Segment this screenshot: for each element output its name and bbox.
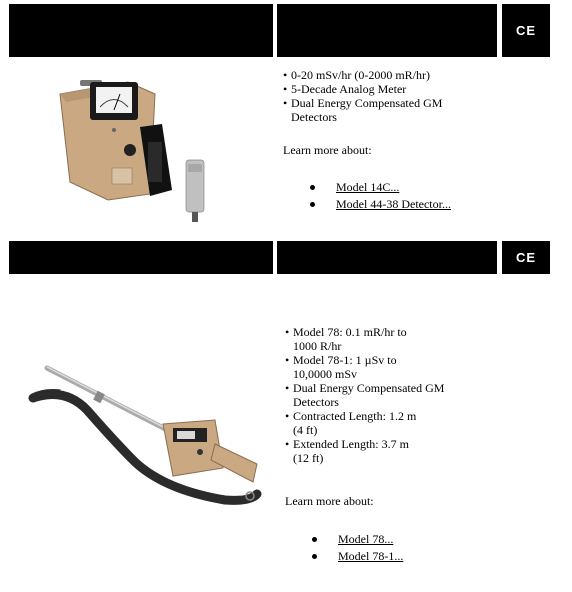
product2-specs — [285, 325, 505, 465]
spec-continuation: Detectors — [291, 110, 337, 124]
header-bar-middle-1 — [277, 4, 497, 57]
spec-line: Model 78-1: 1 µSv to — [293, 353, 397, 367]
spec-line: 5-Decade Analog Meter — [291, 82, 407, 96]
ce-mark-1: CE — [502, 4, 550, 57]
spec-item — [285, 325, 505, 339]
model-78-image — [25, 362, 270, 512]
spec-item — [285, 409, 505, 423]
header-bar-left-2 — [9, 241, 273, 274]
model-14c-image — [50, 72, 230, 232]
spec-continuation: 1000 R/hr — [293, 339, 342, 353]
header-bar-left-1 — [9, 4, 273, 57]
model-14c-link[interactable]: Model 14C... — [336, 180, 400, 194]
spec-continuation: 10,0000 mSv — [293, 367, 358, 381]
spec-item — [285, 381, 505, 395]
spec-line: Dual Energy Compensated GM — [291, 96, 443, 110]
spec-continuation: (4 ft) — [293, 423, 318, 437]
product2-links — [312, 531, 403, 565]
header-bar-middle-2 — [277, 241, 497, 274]
spec-item — [285, 437, 505, 451]
product1-learn-more: Learn more about: — [283, 143, 372, 157]
product1-specs — [283, 68, 503, 124]
model-44-38-link[interactable]: Model 44-38 Detector... — [336, 197, 451, 211]
spec-continuation: (12 ft) — [293, 451, 324, 465]
spec-item — [283, 82, 503, 96]
ce-mark-2: CE — [502, 241, 550, 274]
spec-line: Contracted Length: 1.2 m — [293, 409, 417, 423]
spec-line: Dual Energy Compensated GM — [293, 381, 445, 395]
list-item — [312, 531, 403, 548]
model-78-1-link[interactable]: Model 78-1... — [338, 549, 404, 563]
spec-continuation: Detectors — [293, 395, 339, 409]
spec-item — [283, 68, 503, 82]
list-item — [310, 196, 451, 213]
model-78-link[interactable]: Model 78... — [338, 532, 394, 546]
spec-line: Model 78: 0.1 mR/hr to — [293, 325, 407, 339]
list-item — [310, 179, 451, 196]
spec-item — [283, 96, 503, 110]
product2-learn-more: Learn more about: — [285, 494, 374, 508]
spec-item — [285, 353, 505, 367]
product1-links — [310, 179, 451, 213]
spec-line: Extended Length: 3.7 m — [293, 437, 409, 451]
spec-line: 0-20 mSv/hr (0-2000 mR/hr) — [291, 68, 430, 82]
list-item — [312, 548, 403, 565]
